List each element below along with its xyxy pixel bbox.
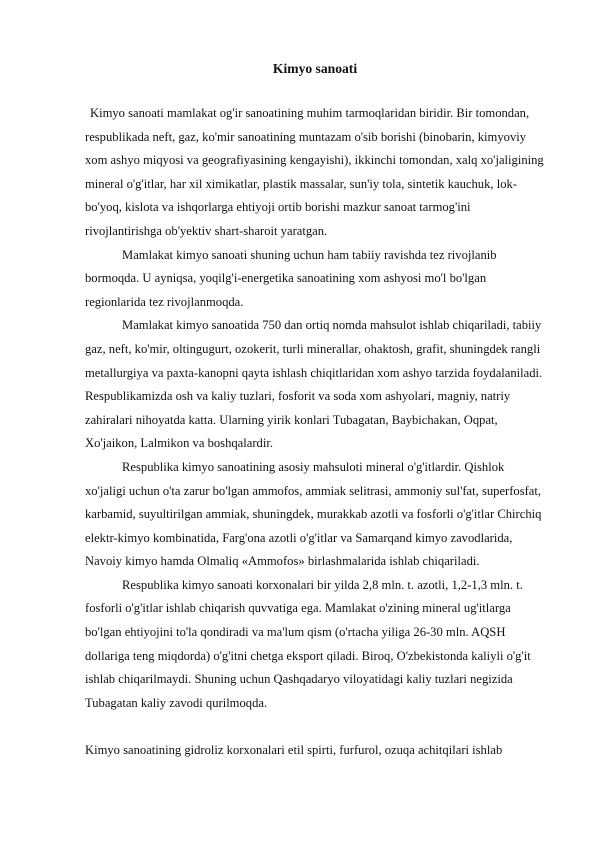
paragraph-gap — [85, 715, 545, 739]
paragraph-products: Mamlakat kimyo sanoatida 750 dan ortiq nomda mahsulot ishlab chiqariladi, tabiiy gaz, neft, ko'mir, oltingugurt, ozokerit, turli minerallar, ohaktosh, grafit, shuningdek rangli metallurgiya va paxta-kanopni qayta ishlash chiqitlaridan xom ashyo tarzida foydalaniladi. Respublikamizda osh va kaliy tuzlari, fosforit va soda xom ashyolari, magniy, natriy zahiralari nihoyatda katta. Ularning yirik konlari Tubagatan, Baybichakan, Oqpat, Xo'jaikon, Lalmikon va boshqalardir. — [85, 318, 543, 451]
paragraph-hydrolysis: Kimyo sanoatining gidroliz korxonalari etil spirti, furfurol, ozuqa achitqilari ishlab — [85, 743, 503, 758]
paragraph-fertilizers: Respublika kimyo sanoatining asosiy mahsuloti mineral o'g'itlardir. Qishlok xo'jaligi uchun o'ta zarur bo'lgan ammofos, ammiak selitrasi, ammoniy sul'fat, superfosfat, karbamid, suyultirilgan ammiak, shuningdek, murakkab azotli va fosforli o'g'itlar Chirchiq elektr-kimyo kombinatida, Farg'ona azotli o'g'itlar va Samarqand kimyo zavodlarida, Navoiy kimyo hamda Olmaliq «Ammofos» birlashmalarida ishlab chiqariladi. — [85, 459, 542, 569]
paragraph-capacity: Respublika kimyo sanoati korxonalari bir yilda 2,8 mln. t. azotli, 1,2-1,3 mln. t. fosforli o'g'itlar ishlab chiqarish quvvatiga ega. Mamlakat o'zining mineral ug'itlarga bo'lgan ehtiyojini to'la qondiradi va ma'lum qism (o'rtacha yiliga 26-30 mln. AQSH dollariga teng miqdorda) o'g'itni chetga eksport qiladi. Biroq, O'zbekistonda kaliyli o'g'it ishlab chiqarilmaydi. Shuning uchun Qashqadaryo viloyatidagi kaliy tuzlari negizida Tubagatan kaliy zavodi qurilmoqda. — [85, 577, 531, 710]
paragraph-development: Mamlakat kimyo sanoati shuning uchun ham tabiiy ravishda tez rivojlanib bormoqda. U ayniqsa, yoqilg'i-energetika sanoatining xom ashyosi mo'l bo'lgan regionlarida tez rivojlanmoqda. — [85, 247, 497, 309]
page-title: Kimyo sanoati — [272, 61, 358, 76]
document-body — [85, 102, 545, 763]
paragraph-intro: Kimyo sanoati mamlakat og'ir sanoatining muhim tarmoqlaridan biridir. Bir tomondan, respublikada neft, gaz, ko'mir sanoatining muntazam o'sib borishi (binobarin, kimyoviy xom ashyo miqyosi va geografiyasining kengayishi), ikkinchi tomondan, xalq xo'jaligining mineral o'g'itlar, har xil ximikatlar, plastik massalar, sun'iy tola, sintetik kauchuk, lok-bo'yoq, kislota va ishqorlarga ehtiyoji ortib borishi mazkur sanoat tarmog'ini rivojlantirishga ob'yektiv shart-sharoit yaratgan. — [85, 106, 544, 238]
